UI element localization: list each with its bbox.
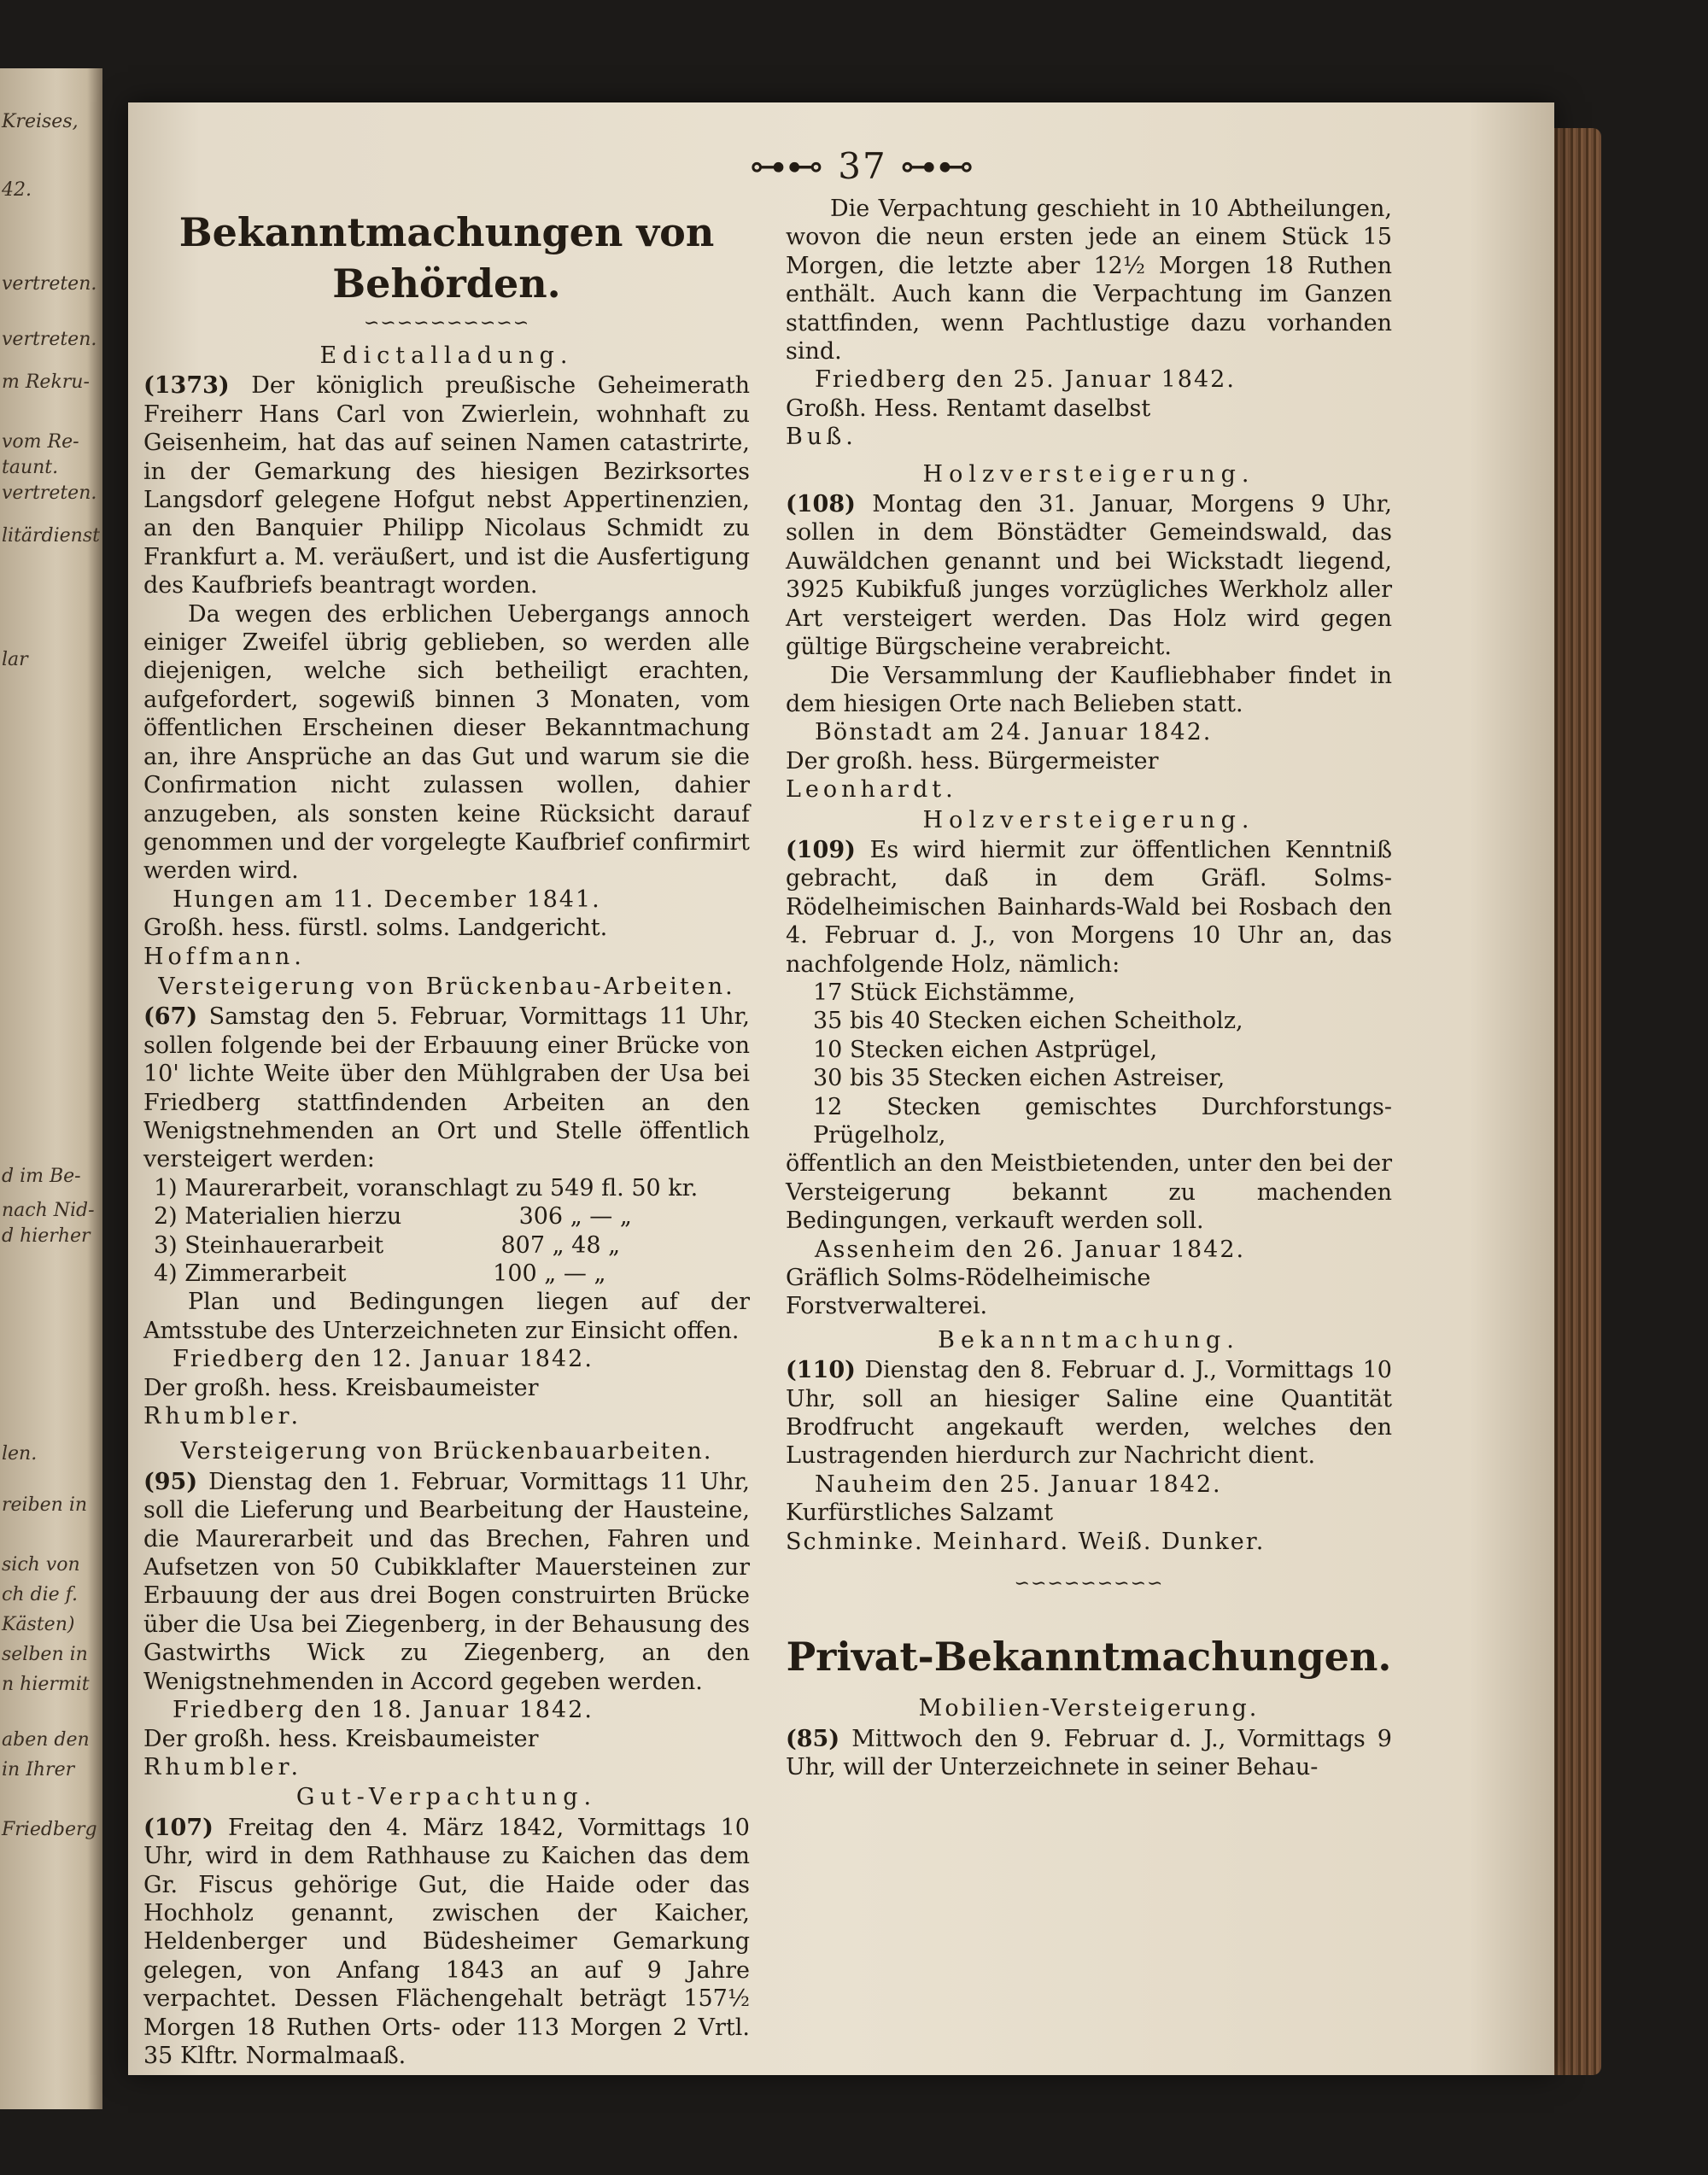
signature: Schminke. Meinhard. Weiß. Dunker. — [786, 1528, 1266, 1555]
authority: Kurfürstliches Salzamt — [786, 1500, 1054, 1527]
signature: Hoffmann. — [143, 943, 306, 970]
notice-number: (67) — [143, 1003, 198, 1031]
left-page-fragment: d im Be- — [2, 1166, 81, 1187]
place-date: Hungen am 11. December 1841. — [173, 886, 601, 913]
notice-109 — [786, 806, 1392, 1321]
notice-text: öffentlich an den Meistbietenden, unter den bei der Versteigerung bekannt zu machenden Bedingungen, verkauft werden soll. — [786, 1150, 1392, 1235]
notice-title: Holzversteigerung. — [922, 460, 1255, 488]
notice-title: Mobilien-Versteigerung. — [918, 1695, 1260, 1722]
notice-110 — [786, 1326, 1392, 1556]
document-page — [128, 102, 1554, 2075]
authority: Der großh. hess. Kreisbaumeister — [143, 1374, 539, 1401]
left-page-fragment: lar — [2, 649, 28, 670]
notice-title: Holzversteigerung. — [922, 806, 1255, 833]
signature: Rhumbler. — [143, 1403, 303, 1430]
ornament-left: ⊶⊷ — [749, 145, 825, 187]
left-page-fragment: vertreten. — [2, 482, 97, 504]
notice-108 — [786, 460, 1392, 804]
notice-text: Dienstag den 8. Februar d. J., Vormittags 10 Uhr, soll an hiesiger Saline eine Quantität Brodfrucht angekauft werden, welches den Lustragenden hierdurch zur Nachricht dient. — [786, 1357, 1392, 1470]
place-date: Bönstadt am 24. Januar 1842. — [815, 719, 1213, 746]
notice-1373 — [143, 342, 750, 971]
notice-number: (85) — [786, 1725, 840, 1752]
notice-number: (107) — [143, 1814, 214, 1841]
notice-title: Gut-Verpachtung. — [295, 1784, 598, 1811]
place-date: Friedberg den 18. Januar 1842. — [173, 1697, 594, 1724]
authority: Großh. Hess. Rentamt daselbst — [786, 395, 1151, 422]
left-page-fragment: ch die f. — [2, 1584, 78, 1605]
notice-title: Bekanntmachung. — [938, 1326, 1240, 1354]
section-heading-private: Privat-Bekanntmachungen. — [786, 1634, 1392, 1681]
adjacent-left-page — [0, 68, 102, 2109]
notice-text: Die Versammlung der Kaufliebhaber findet in dem hiesigen Orte nach Belieben statt. — [786, 662, 1392, 717]
notice-number: (108) — [786, 491, 856, 518]
signature: Rhumbler. — [143, 1753, 303, 1780]
place-date: Nauheim den 25. Januar 1842. — [815, 1470, 1222, 1498]
notice-text: Da wegen des erblichen Uebergangs annoch einiger Zweifel übrig geblieben, so werden alle diejenigen, welche sich betheiligt erachten, aufgefordert, sogewiß binnen 3 Monaten, vom öffentlichen Erscheinen dieser Bekanntmachung an, ihre Ansprüche an das Gut und warum sie die Confirmation nicht zulassen wollen, dahier anzugeben, als sonsten keine Rücksicht darauf genommen und der vorgelegte Kaufbrief confirmirt werden wird. — [143, 600, 750, 885]
notice-85 — [786, 1694, 1392, 1781]
section-ornament: ∽∽∽∽∽∽∽∽∽ — [1014, 1573, 1164, 1595]
left-page-fragment: d hierher — [2, 1225, 91, 1247]
ornament-right: ⊶⊷ — [900, 145, 976, 187]
left-page-fragment: Kästen) — [2, 1614, 75, 1635]
left-page-fragment: m Rekru- — [2, 371, 90, 393]
wood-item: 12 Stecken gemischtes Durchforstungs-Prügelholz, — [813, 1093, 1392, 1149]
left-page-fragment: len. — [2, 1443, 38, 1465]
notice-107 — [143, 1783, 750, 2070]
left-page-fragment: vertreten. — [2, 273, 97, 295]
left-page-fragment: sich von — [2, 1554, 80, 1576]
left-page-fragment: taunt. — [2, 457, 59, 478]
cost-item: 1) Maurerarbeit, voranschlagt zu 549 fl. 50 kr. — [154, 1174, 699, 1202]
notice-title: Edictalladung. — [319, 342, 574, 369]
place-date: Friedberg den 25. Januar 1842. — [815, 366, 1236, 394]
right-column — [786, 195, 1392, 1781]
notice-95 — [143, 1437, 750, 1781]
left-page-fragment: reiben in — [2, 1494, 88, 1516]
signature: Leonhardt. — [786, 776, 957, 804]
notice-text: Samstag den 5. Februar, Vormittags 11 Uhr, sollen folgende bei der Erbauung einer Brücke von 10' lichte Weite über den Mühlgraben der Usa bei Friedberg stattfindenden Arbeiten an den Wenigstnehmenden an Ort und Stelle öffentlich versteigert werden: — [143, 1003, 750, 1173]
signature: Forstverwalterei. — [786, 1293, 988, 1320]
notice-number: (1373) — [143, 372, 230, 400]
signature: Buß. — [786, 424, 857, 451]
authority: Großh. hess. fürstl. solms. Landgericht. — [143, 915, 608, 942]
left-column — [143, 196, 750, 2070]
heading-ornament: ∽∽∽∽∽∽∽∽∽∽ — [363, 313, 530, 334]
authority: Der großh. hess. Kreisbaumeister — [143, 1725, 539, 1752]
notice-number: (109) — [786, 836, 856, 863]
left-page-fragment: vertreten. — [2, 329, 97, 350]
notice-67 — [143, 973, 750, 1431]
wood-item: 35 bis 40 Stecken eichen Scheitholz, — [813, 1008, 1243, 1035]
notice-text: Der königlich preußische Geheimerath Freiherr Hans Carl von Zwierlein, wohnhaft zu Geisenheim, hat das auf seinen Namen catastrirte, in der Gemarkung des hiesigen Bezirksortes Langsdorf gelegene Hofgut nebst Appertinenzien, an den Banquier Philipp Nicolaus Schmidt zu Frankfurt a. M. veräußert, und ist die Ausfertigung des Kaufbriefs beantragt worden. — [143, 372, 750, 599]
notice-text: Montag den 31. Januar, Morgens 9 Uhr, sollen in dem Bönstädter Gemeindswald, das Auwäldchen genannt und bei Wickstadt liegend, 3925 Kubikfuß junges vorzügliches Werkholz aller Art versteigert werden. Das Holz wird gegen gültige Bürgscheine verabreicht. — [786, 491, 1392, 661]
place-date: Friedberg den 12. Januar 1842. — [173, 1346, 594, 1373]
notice-number: (95) — [143, 1468, 198, 1495]
section-heading-authorities: Bekanntmachungen von Behörden. — [178, 209, 715, 307]
place-date: Assenheim den 26. Januar 1842. — [815, 1236, 1246, 1263]
page-number-header — [750, 145, 975, 187]
notice-text: Die Verpachtung geschieht in 10 Abtheilungen, wovon die neun ersten jede an einem Stück 15 Morgen, die letzte aber 12½ Morgen 18 Ruthen enthält. Auch kann die Verpachtung im Ganzen stattfinden, wenn Pachtlustige dazu vorhanden sind. — [786, 196, 1392, 365]
wood-item: 17 Stück Eichstämme, — [813, 979, 1076, 1006]
authority: Der großh. hess. Bürgermeister — [786, 747, 1159, 775]
left-page-fragment: aben den — [2, 1729, 90, 1751]
left-page-fragment: selben in — [2, 1644, 88, 1665]
left-page-fragment: n hiermit — [2, 1674, 90, 1695]
left-page-fragment: Kreises, — [2, 111, 79, 132]
left-page-fragment: litärdienst — [2, 525, 100, 547]
cost-item: 2) Materialien hierzu 306 „ — „ — [154, 1203, 632, 1231]
notice-107-continued — [786, 195, 1392, 452]
notice-title: Versteigerung von Brückenbauarbeiten. — [180, 1438, 713, 1465]
left-page-fragment: 42. — [2, 179, 32, 201]
notice-text: Dienstag den 1. Februar, Vormittags 11 Uhr, soll die Lieferung und Bearbeitung der Hausteine, die Maurerarbeit und das Brechen, Fahren und Aufsetzen von 50 Cubikklafter Mauersteinen zur Erbauung der aus drei Bogen construirten Brücke über die Usa bei Ziegenberg, in der Behausung des Gastwirths Wick zu Ziegenberg, an den Wenigstnehmenden in Accord gegeben werden. — [143, 1468, 750, 1695]
wood-item: 10 Stecken eichen Astprügel, — [813, 1036, 1158, 1063]
left-page-fragment: nach Nid- — [2, 1200, 95, 1221]
notice-text: Freitag den 4. März 1842, Vormittags 10 Uhr, wird in dem Rathhause zu Kaichen das dem Gr. Fiscus gehörige Gut, die Haide oder das Hochholz genannt, zwischen der Kaicher, Heldenberger und Büdesheimer Gemarkung gelegen, von Anfang 1843 an auf 9 Jahre verpachtet. Dessen Flächengehalt beträgt 157½ Morgen 18 Ruthen Orts- oder 113 Morgen 2 Vrtl. 35 Klftr. Normalmaaß. — [143, 1814, 750, 2069]
page-number: 37 — [838, 145, 887, 187]
notice-number: (110) — [786, 1357, 856, 1384]
notice-text: Mittwoch den 9. Februar d. J., Vormittags 9 Uhr, will der Unterzeichnete in seiner Behau- — [786, 1725, 1392, 1780]
notice-text: Plan und Bedingungen liegen auf der Amtsstube des Unterzeichneten zur Einsicht offen. — [143, 1289, 750, 1344]
authority: Gräflich Solms-Rödelheimische — [786, 1265, 1151, 1292]
left-page-fragment: vom Re- — [2, 431, 79, 453]
notice-text: Es wird hiermit zur öffentlichen Kenntniß gebracht, daß in dem Gräfl. Solms-Rödelheimischen Bainhards-Wald bei Rosbach den 4. Februar d. J., von Morgens 10 Uhr an, das nachfolgende Holz, nämlich: — [786, 836, 1392, 978]
notice-title: Versteigerung von Brückenbau-Arbeiten. — [158, 973, 735, 1000]
wood-item: 30 bis 35 Stecken eichen Astreiser, — [813, 1065, 1225, 1092]
cost-item: 4) Zimmerarbeit 100 „ — „ — [154, 1260, 606, 1287]
cost-item: 3) Steinhauerarbeit 807 „ 48 „ — [154, 1231, 621, 1259]
left-page-fragment: in Ihrer — [2, 1759, 75, 1780]
left-page-fragment: Friedberg — [2, 1819, 97, 1840]
